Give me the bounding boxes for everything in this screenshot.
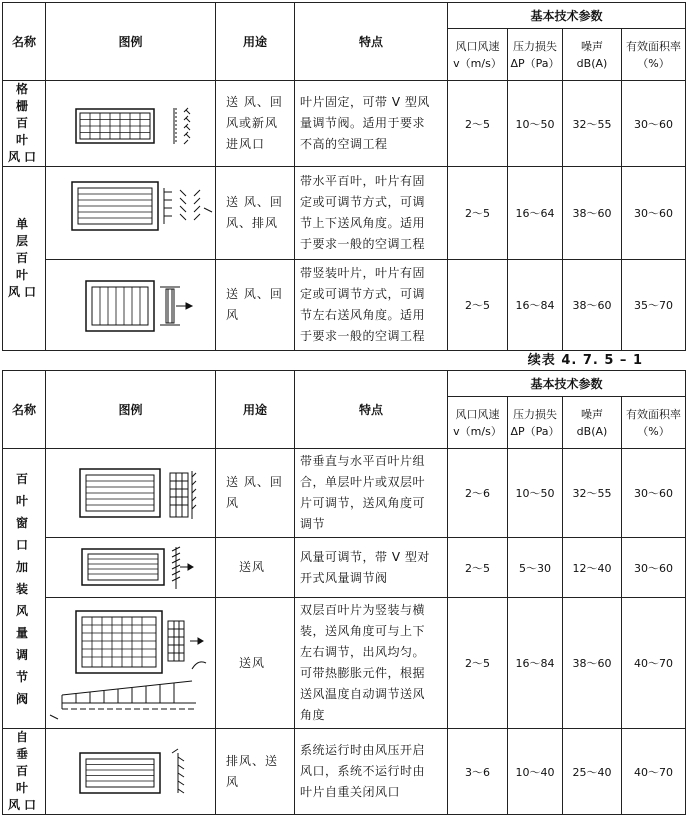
- row-area: 30～60: [622, 449, 686, 538]
- header-figure: 图例: [46, 371, 216, 449]
- row-loss: 16～64: [508, 167, 563, 260]
- gravity-louver-figure-icon: [46, 729, 216, 815]
- damper-louver-figure-icon: [46, 538, 216, 598]
- row-noise: 12～40: [563, 538, 622, 598]
- row-speed: 2～5: [448, 598, 508, 729]
- header-speed: 风口风速 v（m/s）: [448, 397, 508, 449]
- row-loss: 16～84: [508, 260, 563, 351]
- header-name: 名称: [3, 371, 46, 449]
- row-use: 送 风、回 风、排风: [216, 167, 295, 260]
- double-louver-figure-icon: [46, 598, 216, 729]
- table-row: [3, 81, 686, 167]
- row-loss: 10～40: [508, 729, 563, 815]
- header-name: 名称: [3, 3, 46, 81]
- header-use: 用途: [216, 371, 295, 449]
- row-loss: 10～50: [508, 81, 563, 167]
- row-name: 格 栅 百 叶 风口: [3, 81, 46, 167]
- row-feature: 带水平百叶，叶片有固 定或可调节方式，可调 节上下送风角度。适用 于要求一般的空调工程: [295, 167, 448, 260]
- header-noise: 噪声 dB(A): [563, 397, 622, 449]
- table-1: [2, 2, 686, 351]
- row-feature: 带垂直与水平百叶片组 合，单层叶片或双层叶 片可调节，送风角度可 调节: [295, 449, 448, 538]
- row-area: 30～60: [622, 167, 686, 260]
- row-noise: 38～60: [563, 167, 622, 260]
- table-2: [2, 370, 686, 815]
- row-loss: 16～84: [508, 598, 563, 729]
- row-area: 40～70: [622, 598, 686, 729]
- row-feature: 双层百叶片为竖装与横 装，送风角度可与上下 左右调节，出风均匀。 可带热膨胀元件，根据 送风温度自动调节送风 角度: [295, 598, 448, 729]
- row-feature: 叶片固定，可带 V 型风 量调节阀。适用于要求 不高的空调工程: [295, 81, 448, 167]
- row-noise: 25～40: [563, 729, 622, 815]
- row-speed: 2～5: [448, 538, 508, 598]
- row-speed: 2～6: [448, 449, 508, 538]
- row-name: 百 叶 窗 口 加 装 风 量 调 节 阀: [3, 449, 46, 729]
- row-use: 送 风、回 风或新风 进风口: [216, 81, 295, 167]
- row-speed: 2～5: [448, 260, 508, 351]
- row-speed: 2～5: [448, 81, 508, 167]
- row-noise: 38～60: [563, 260, 622, 351]
- grille-figure-icon: [46, 81, 216, 167]
- row-speed: 3～6: [448, 729, 508, 815]
- row-feature: 风量可调节，带 V 型对 开式风量调节阀: [295, 538, 448, 598]
- row-use: 送风: [216, 538, 295, 598]
- header-use: 用途: [216, 3, 295, 81]
- header-params: 基本技术参数: [448, 371, 686, 397]
- row-area: 30～60: [622, 81, 686, 167]
- row-feature: 系统运行时由风压开启 风口，系统不运行时由 叶片自重关闭风口: [295, 729, 448, 815]
- continued-table-label: 续表 4. 7. 5 – 1: [527, 353, 643, 368]
- header-feature: 特点: [295, 3, 448, 81]
- header-loss: 压力损失 ΔP（Pa）: [508, 397, 563, 449]
- table-row: [3, 729, 686, 815]
- row-name: 单 层 百 叶 风口: [3, 167, 46, 351]
- header-area: 有效面积率 （%）: [622, 29, 686, 81]
- row-name: 自 垂 百 叶 风口: [3, 729, 46, 815]
- row-loss: 10～50: [508, 449, 563, 538]
- row-use: 送 风、回 风: [216, 449, 295, 538]
- row-area: 40～70: [622, 729, 686, 815]
- header-loss: 压力损失 ΔP（Pa）: [508, 29, 563, 81]
- horizontal-louver-figure-icon: [46, 167, 216, 260]
- row-noise: 32～55: [563, 81, 622, 167]
- row-area: 30～60: [622, 538, 686, 598]
- table-row: [3, 449, 686, 538]
- row-feature: 带竖装叶片，叶片有固 定或可调节方式，可调 节左右送风角度。适用 于要求一般的空调工程: [295, 260, 448, 351]
- table-row: [3, 260, 686, 351]
- table-row: [3, 538, 686, 598]
- row-noise: 38～60: [563, 598, 622, 729]
- row-speed: 2～5: [448, 167, 508, 260]
- header-area: 有效面积率 （%）: [622, 397, 686, 449]
- header-noise: 噪声 dB(A): [563, 29, 622, 81]
- vertical-louver-figure-icon: [46, 260, 216, 351]
- table-row: [3, 598, 686, 729]
- row-use: 送风: [216, 598, 295, 729]
- row-area: 35～70: [622, 260, 686, 351]
- header-feature: 特点: [295, 371, 448, 449]
- combined-louver-figure-icon: [46, 449, 216, 538]
- row-loss: 5～30: [508, 538, 563, 598]
- header-speed: 风口风速 v（m/s）: [448, 29, 508, 81]
- row-use: 送 风、回 风: [216, 260, 295, 351]
- table-row: [3, 167, 686, 260]
- row-noise: 32～55: [563, 449, 622, 538]
- header-params: 基本技术参数: [448, 3, 686, 29]
- row-use: 排风、送 风: [216, 729, 295, 815]
- header-figure: 图例: [46, 3, 216, 81]
